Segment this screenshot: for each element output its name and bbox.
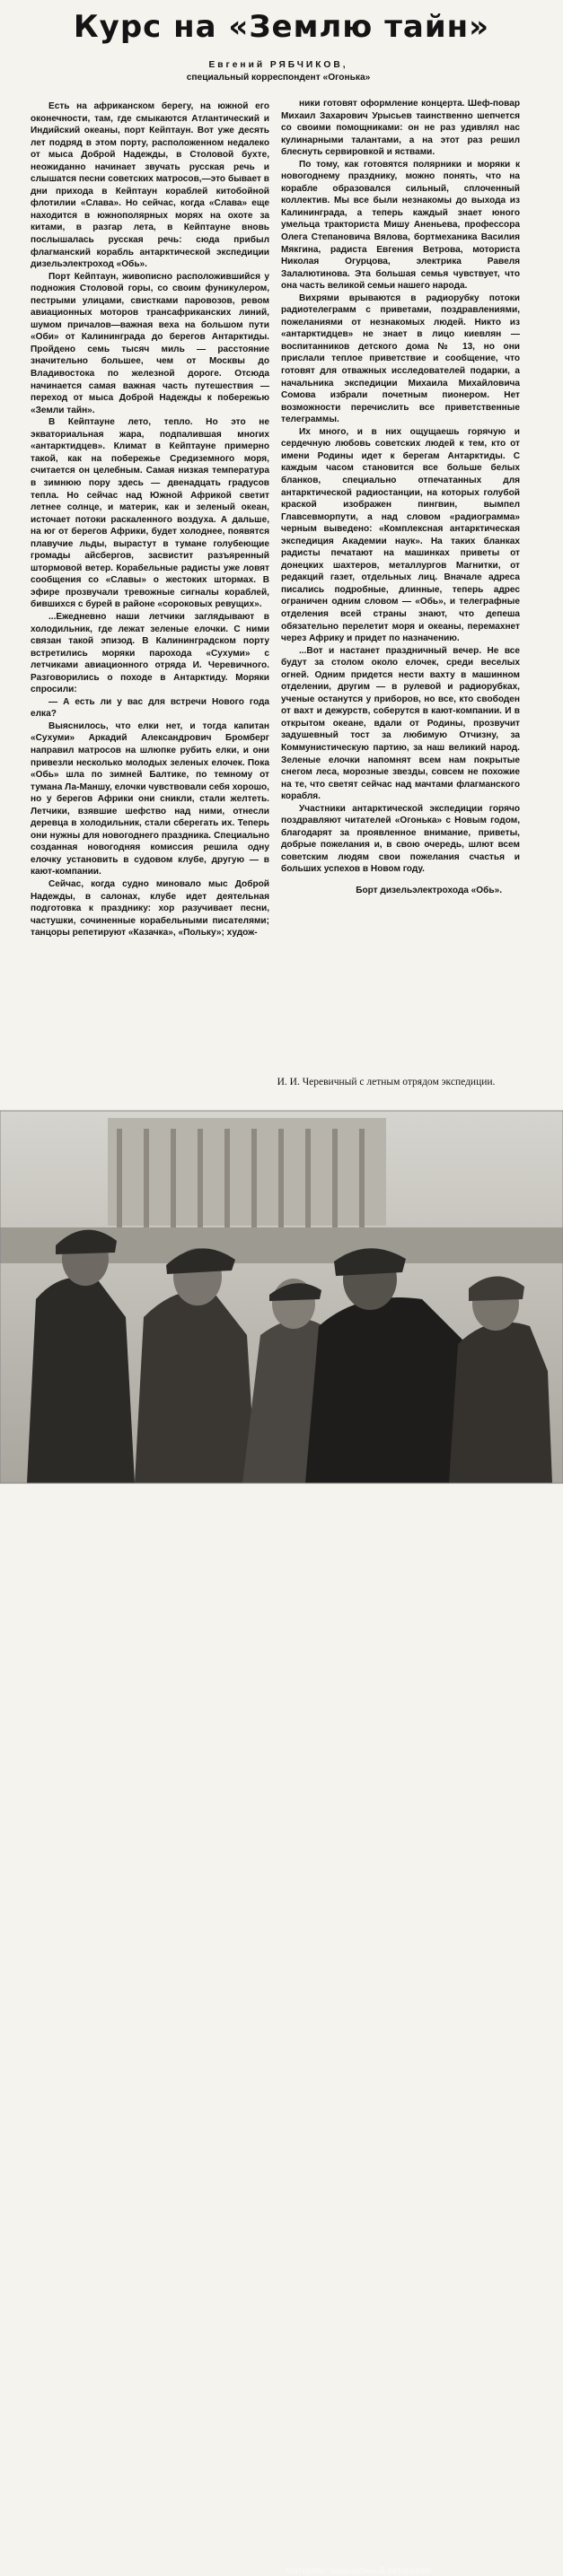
paragraph: Есть на африканском берегу, на южной его оконечности, там, где смыкаются Атлантический и Индийский океаны, порт Кейптаун. Вот уже десять лет подряд в этом порту, расположенном недалеко от мыса Доброй Надежды, в Столовой бухте, неожиданно начинает звучать русская речь и слышатся песни советских матросов,—это бывает в дни прихода в Кейптаун кораблей китобойной флотилии «Слава». Но сейчас, когда «Слава» еще находится в южнополярных морях на охоте за китами, в разгар лета, в Кейптауне вновь послышалась русская речь: сюда прибыл флагманский корабль антарктической экспедиции дизельэлектроход «Обь». (31, 101, 269, 270)
paragraph: Вихрями врываются в радиорубку потоки радиотелеграмм с приветами, поздравлениями, пожеланиями от незнакомых людей. Никто из «антарктидцев» не знает в лицо киевлян — воспитанников детского дома № 13, но они прислали теплое приветствие и сообщение, что готовят для отважных исследователей подарки, а начальника экспедиции Михаила Михайловича Сомова избрали почетным пионером. Нет возможности перечислить все приветственные телеграммы. (281, 293, 520, 425)
group-photo (0, 1111, 563, 2576)
paragraph: Порт Кейптаун, живописно расположившийся у подножия Столовой горы, со своим фуникулером, пестрыми улицами, свистками паровозов, ревом авиационных моторов трансафриканских линий, шумом причалов—важная веха на большом пути «Оби» от Калининграда до берегов Антарктиды. Пройдено семь тысяч миль — расстояние значительно большее, чем от Москвы до Владивостока по железной дороге. Отсюда начинается самая важная часть путешествия — переход от мыса Доброй Надежды к побережью «Земли тайн». (31, 271, 269, 415)
byline (135, 59, 422, 84)
paragraph: ники готовят оформление концерта. Шеф-повар Михаил Захарович Урысьев таинственно шепчется со своими помощниками: он не раз удивлял нас кулинарными талантами, а на этот раз решил блеснуть сервировкой и яствами. (281, 99, 520, 158)
paragraph: Выяснилось, что елки нет, и тогда капитан «Сухуми» Аркадий Александрович Бромберг направил матросов на шлюпке рубить елки, и они привезли несколько молодых зеленых елочек. Пока «Обь» шла по зимней Балтике, по темному от тумана Ла-Маншу, елочки чувствовали себя хорошо, но у берегов Африки они сникли, стали желтеть. Летчики, взявшие шефство над ними, отнесли деревца в холодильник, стали сберегать их. Теперь они нужны для новогоднего праздника. Специально созданная новогодняя комиссия решила одну елочку установить в судовом клубе, другую — в кают-компании. (31, 720, 269, 878)
text-column-right-body (281, 98, 520, 876)
paragraph: В Кейптауне лето, тепло. Но это не экваториальная жара, подпалившая многих «антарктидцев». Климат в Кейптауне примерно такой, как на побережье Средиземного моря, считается он целебным. Самая низкая температура в зимнюю пору здесь — двенадцать градусов тепла. Но сейчас над Южной Африкой светит летнее солнце, и материк, как и зеленый океан, источает потоки раскаленного воздуха. А дальше, на юг от берегов Африки, будет холоднее, появятся плавучие льды, вырастут в тумане голубеющие громады айсбергов, засвистит разъяренный штормовой ветер. Корабельные радисты уже ловят сообщения со «Славы» о жестоких штормах. В эфире прозвучали тревожные сигналы кораблей, бившихся с бурей в районе «сороковых ревущих». (31, 417, 269, 610)
paragraph: ...Вот и настанет праздничный вечер. Не все будут за столом около елочек, среди веселых огней. Одним придется нести вахту в машинном отделении, другим — в рулевой и радиорубках, ученые останутся у приборов, но все, кто свободен от вахт и дежурств, соберутся в кают-компании. И в открытом океане, вдали от Родины, прозвучит задушевный тост за любимую Отчизну, за Коммунистическую партию, за наш великий народ. Зеленые елочки напомнят всем нам покрытые снегом леса, морозные звезды, совсем не похожие на те, что светят сейчас над мачтами флагманского корабля. (281, 645, 520, 802)
paragraph: ...Ежедневно наши летчики заглядывают в холодильник, где лежат зеленые елочки. С ними связан такой эпизод. В Калининградском порту встретились моряки парохода «Сухуми» с летчиками авиационного отряда И. Черевичного. Разговорились о походе в Антарктиду. Моряки спросили: (31, 611, 269, 695)
text-column-left (31, 100, 269, 1080)
paragraph: Их много, и в них ощущаешь горячую и сердечную любовь советских людей к тем, кто от имени Родины идет к берегам Антарктиды. С каждым часом становится все больше белых бланков, специально отпечатанных для антарктической радиостанции, на которых голубой краской изображен пингвин, вымпел Главсевморпути, а над словом «радиограмма» черным выведено: «Комплексная антарктическая экспедиция Академии наук». На таких бланках радисты печатают на машинках приветы от донецких шахтеров, металлургов Магнитки, от редакций газет, отдельных лиц. Вначале адреса писались подробные, длинные, теперь адрес ограничен одним словом — «Обь», и телеграфные отделения всей страны знают, что депеша обязательно перелетит моря и океаны, перемахнет через Африку и придет по назначению. (281, 426, 520, 644)
paragraph: По тому, как готовятся полярники и моряки к новогоднему празднику, можно понять, что на корабле образовался сильный, сплоченный коллектив. Мы все были незнакомы до выхода из Калининграда, а теперь каждый знает юного умельца тракториста Мишу Аненьева, профессора Олега Степановича Вялова, бортмеханика Василия Мякгина, радиста Евгения Ветрова, моториста Николая Огурцова, электрика Равеля Залалютинова. Эта большая семья чувствует, что она часть великой семьи нашего народа. (281, 159, 520, 292)
signature: Борт дизельэлектрохода «Обь». (356, 886, 502, 895)
author-role: специальный корреспондент «Огонька» (186, 73, 371, 83)
watermark: Материал защищенный авторским (286, 2566, 431, 2576)
photo-caption: И. И. Черевичный с летным отрядом экспедиции. (277, 1077, 496, 1087)
author-name: Евгений РЯБЧИКОВ, (208, 60, 348, 70)
paragraph: Сейчас, когда судно миновало мыс Доброй Надежды, в салонах, клубе идет деятельная подготовка к празднику: хор разучивает песни, частушки, сочиненные корабельными писателями; танцоры репетируют «Казачка», «Польку»; худож- (31, 879, 269, 939)
paragraph: — А есть ли у вас для встречи Нового года елка? (31, 696, 269, 720)
article-title: Курс на «Землю тайн» (73, 9, 490, 45)
paragraph: Участники антарктической экспедиции горячо поздравляют читателей «Огонька» с Новым годом, благодарят за проявленное внимание, приветы, добрые пожелания и, в свою очередь, шлют всем советским людям свои пожелания счастья и больших успехов в Новом году. (281, 803, 520, 875)
text-column-right (281, 98, 520, 1076)
